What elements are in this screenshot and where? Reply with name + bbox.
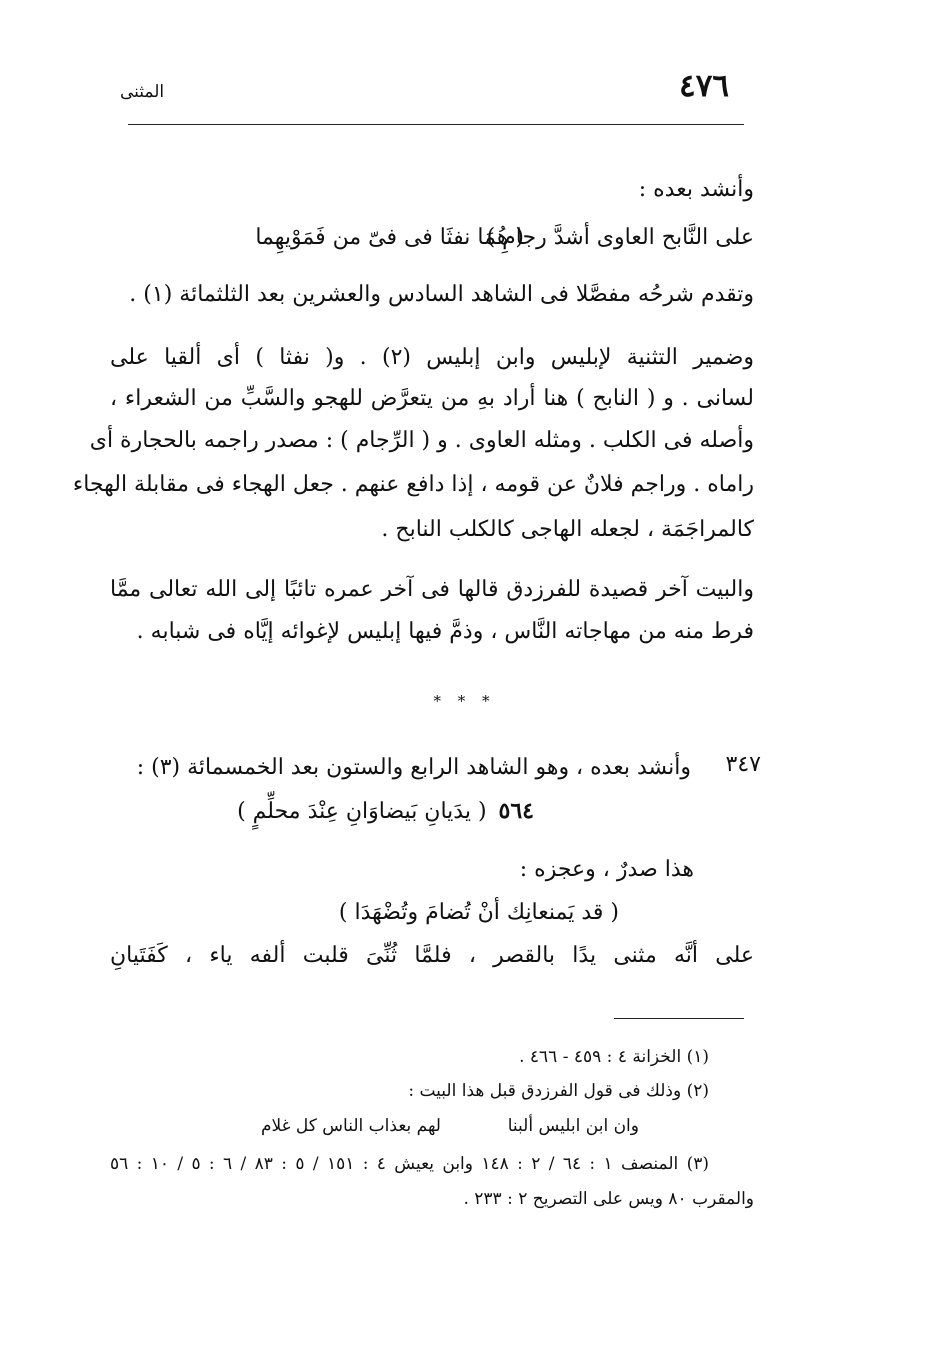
verse-1-sadr: ( هُمَا نفثَا فى فىّ من فَمَوْيهِما <box>255 225 524 250</box>
entry-number: ٣٤٧ <box>725 752 761 777</box>
paragraph-2-line-5: كالمراجَمَة ، لجعله الهاجى كالكلب النابح . <box>381 517 754 542</box>
page-number: ٤٧٦ <box>679 68 729 104</box>
intro-line-2: وأنشد بعده ، وهو الشاهد الرابع والستون بعد الخمسمائة (٣) : <box>136 755 691 780</box>
section-separator: * * * <box>433 692 496 710</box>
paragraph-4: هذا صدرٌ ، وعجزه : <box>519 857 694 882</box>
footnote-2-verse-sadr: وان ابن ابليس ألبنا <box>507 1116 639 1136</box>
verse-3: ( قد يَمنعانِك أنْ تُضامَ وتُضْهَدَا ) <box>338 900 619 925</box>
intro-line-1: وأنشد بعده : <box>638 177 754 202</box>
footnote-3-line-1: (٣) المنصف ١ : ٦٤ / ٢ : ١٤٨ وابن يعيش ٤ : ١٥١ / ٥ : ٨٣ / ٦ : ٥ / ١٠ : ٥٦ <box>110 1154 709 1174</box>
paragraph-2-line-1: وضمير التثنية لإبليس وابن إبليس (٢) . و( نفثا ) أى ألقيا على <box>110 345 755 370</box>
shahid-number: ٥٦٤ <box>498 798 534 824</box>
footnote-3-line-2: والمقرب ٨٠ ويس على التصريح ٢ : ٢٣٣ . <box>463 1189 754 1209</box>
paragraph-3-line-2: فرط منه من مهاجاته النَّاس ، وذمَّ فيها إبليس لإغوائه إيَّاه فى شبابه . <box>136 619 754 644</box>
footnote-rule <box>614 1018 744 1019</box>
verse-1-ajz: على النَّابح العاوى أشدَّ رجامِ ) <box>486 225 754 250</box>
paragraph-2-line-4: راماه . وراجم فلانٌ عن قومه ، إذا دافع عنهم . جعل الهجاء فى مقابلة الهجاء <box>72 472 754 497</box>
paragraph-2-line-2: لسانى . و ( النابح ) هنا أراد بهِ من يتعرَّض للهجو والسَّبِّ من الشعراء ، <box>110 386 754 411</box>
verse-2: ( يدَيانِ بَيضاوَانِ عِنْدَ محلِّمٍ ) <box>237 799 487 824</box>
footnote-2-verse-ajz: لهم بعذاب الناس كل غلام <box>260 1116 441 1136</box>
shahid-line <box>237 793 534 830</box>
header-rule <box>128 124 744 125</box>
paragraph-3-line-1: والبيت آخر قصيدة للفرزدق قالها فى آخر عمره تائبًا إلى الله تعالى ممَّا <box>110 577 754 602</box>
paragraph-5: على أنَّه مثنى يدًا بالقصر ، فلمَّا ثُنِّىَ قلبت ألفه ياء ، كَفَتَيانِ <box>110 943 754 968</box>
footnote-2: (٢) وذلك فى قول الفرزدق قبل هذا البيت : <box>408 1081 709 1101</box>
running-title: المثنى <box>120 82 165 102</box>
paragraph-2-line-3: وأصله فى الكلب . ومثله العاوى . و ( الرِّجام ) : مصدر راجمه بالحجارة أى <box>89 428 754 453</box>
paragraph-1: وتقدم شرحُه مفصَّلا فى الشاهد السادس والعشرين بعد الثلثمائة (١) . <box>129 282 754 307</box>
footnote-1: (١) الخزانة ٤ : ٤٥٩ - ٤٦٦ . <box>519 1047 709 1067</box>
